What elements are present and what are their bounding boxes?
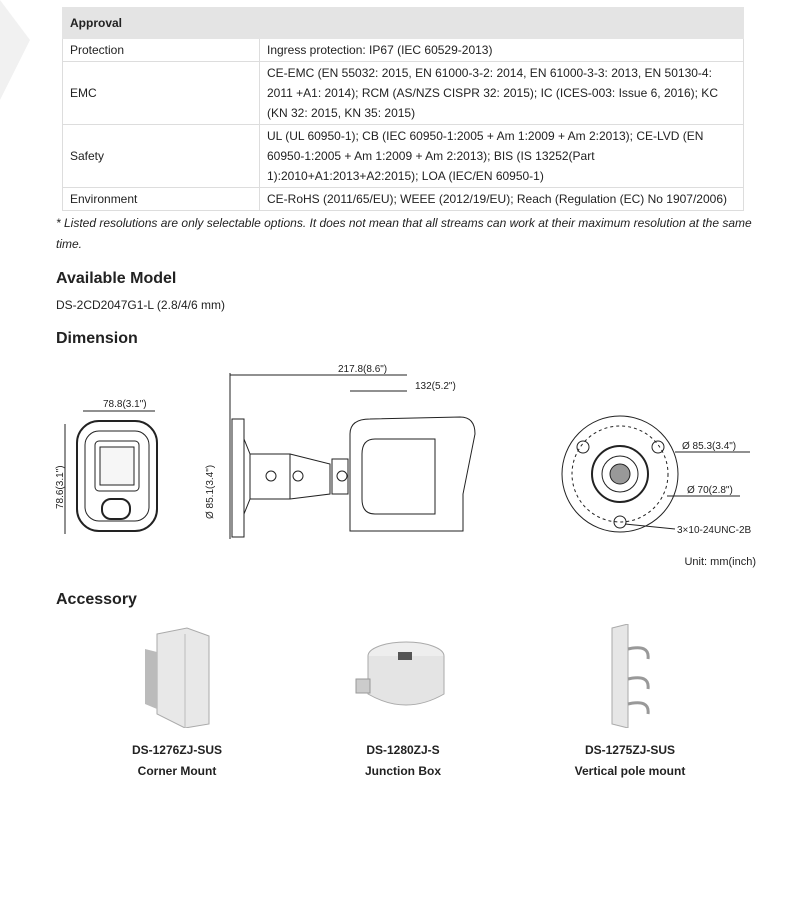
model-number: DS-2CD2047G1-L (2.8/4/6 mm): [56, 298, 225, 312]
table-row: Safety UL (UL 60950-1); CB (IEC 60950-1:2005 + Am 1:2009 + Am 2:2013); CE-LVD (EN 60950-1:2005 + Am 1:2009 + Am 2:2013); BIS (IS 13252(Part 1):2010+A1:2013+A2:2015); LOA (IEC/EN 60950-1): [63, 125, 744, 188]
pole-mount-image: [590, 624, 670, 728]
accessory-junction-box: DS-1280ZJ-S Junction Box: [313, 624, 493, 782]
corner-decoration: [0, 0, 40, 110]
accessory-corner-mount: DS-1276ZJ-SUS Corner Mount: [87, 624, 267, 782]
accessory-pole-mount: DS-1275ZJ-SUS Vertical pole mount: [540, 624, 720, 782]
base-diameter-label: Ø 85.1(3.4"): [205, 464, 216, 519]
dimension-heading: Dimension: [56, 330, 138, 347]
dimension-drawing: [55, 359, 765, 554]
table-row: EMC CE-EMC (EN 55032: 2015, EN 61000-3-2: 2014, EN 61000-3-3: 2013, EN 50130-4: 2011 +A1: 2014); RCM (AS/NZS CISPR 32: 2015); IC (ICES-003: Issue 6, 2016); KC (KN 32: 2015, KN 35: 2015): [63, 62, 744, 125]
available-model-heading: Available Model: [56, 270, 177, 287]
body-length-label: 132(5.2"): [415, 381, 456, 392]
total-length-label: 217.8(8.6"): [338, 364, 388, 375]
screw-spec-label: 3×10-24UNC-2B: [677, 525, 752, 536]
junction-box-image: [348, 624, 458, 728]
accessory-heading: Accessory: [56, 591, 137, 608]
inner-diameter-label: Ø 70(2.8"): [687, 485, 733, 496]
outer-diameter-label: Ø 85.3(3.4"): [682, 441, 737, 452]
front-width-label: 78.8(3.1"): [103, 399, 147, 410]
accessory-list: [0, 624, 792, 782]
table-row: Environment CE-RoHS (2011/65/EU); WEEE (2012/19/EU); Reach (Regulation (EC) No 1907/2006): [63, 188, 744, 211]
approval-table: [62, 7, 744, 211]
approval-header: Approval: [63, 8, 744, 39]
footnote: * Listed resolutions are only selectable options. It does not mean that all streams can work at their maximum resolution at the same time.: [56, 216, 752, 251]
table-row: Protection Ingress protection: IP67 (IEC 60529-2013): [63, 39, 744, 62]
front-height-label: 78.6(3.1"): [55, 465, 66, 509]
corner-mount-image: [137, 624, 217, 728]
unit-note: Unit: mm(inch): [684, 556, 756, 568]
